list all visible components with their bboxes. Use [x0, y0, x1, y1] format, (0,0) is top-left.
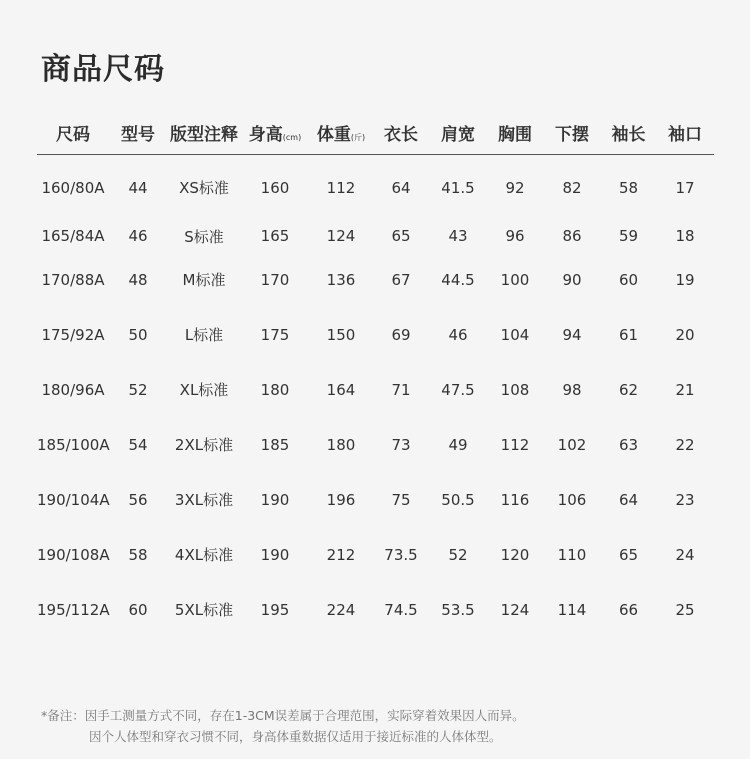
- cell-sleeve-length: 66: [618, 600, 639, 619]
- cell-shoulder: 44.5: [441, 270, 475, 289]
- cell-hem: 106: [557, 490, 587, 509]
- cell-model: 54: [128, 435, 148, 454]
- cell-shoulder: 47.5: [441, 380, 475, 399]
- cell-cuff: 23: [675, 490, 695, 509]
- size-chart-table: [37, 110, 714, 637]
- cell-length: 65: [391, 227, 411, 245]
- table-header-row: [37, 110, 714, 155]
- cell-height: 165: [260, 227, 290, 245]
- cell-weight: 196: [326, 490, 356, 509]
- cell-height: 190: [260, 490, 290, 509]
- cell-weight: 124: [326, 227, 356, 245]
- cell-cuff: 17: [675, 178, 695, 197]
- cell-sleeve-length: 60: [618, 270, 639, 289]
- cell-size: 190/108A: [37, 545, 110, 564]
- cell-size: 195/112A: [37, 600, 110, 619]
- footnote: [41, 705, 525, 747]
- cell-size: 165/84A: [41, 227, 105, 245]
- cell-height: 190: [260, 545, 290, 564]
- column-header-shoulder: 肩宽: [429, 110, 487, 155]
- column-header-chest: 胸围: [487, 110, 543, 155]
- page-title: 商品尺码: [41, 52, 165, 87]
- cell-height: 160: [260, 178, 290, 197]
- cell-weight: 212: [326, 545, 356, 564]
- cell-model: 50: [128, 325, 148, 344]
- cell-chest: 124: [500, 600, 530, 619]
- cell-shoulder: 46: [448, 325, 468, 344]
- cell-length: 74.5: [384, 600, 418, 619]
- cell-size: 185/100A: [37, 435, 110, 454]
- cell-fit: XS标准: [179, 179, 229, 197]
- cell-hem: 98: [562, 380, 582, 399]
- cell-model: 60: [128, 600, 148, 619]
- cell-hem: 114: [557, 600, 587, 619]
- cell-chest: 112: [500, 435, 530, 454]
- cell-fit: XL标准: [179, 381, 229, 399]
- column-header-model: 型号: [109, 110, 167, 155]
- cell-chest: 108: [500, 380, 530, 399]
- cell-weight: 112: [326, 178, 356, 197]
- column-header-sleeve-length: 袖长: [601, 110, 656, 155]
- cell-weight: 224: [326, 600, 356, 619]
- cell-sleeve-length: 61: [618, 325, 639, 344]
- column-header-height: 身高(cm): [241, 110, 309, 155]
- cell-hem: 102: [557, 435, 587, 454]
- cell-height: 170: [260, 270, 290, 289]
- cell-size: 170/88A: [41, 270, 105, 289]
- cell-chest: 104: [500, 325, 530, 344]
- cell-height: 195: [260, 600, 290, 619]
- table-row: [37, 307, 714, 362]
- cell-cuff: 25: [675, 600, 695, 619]
- cell-chest: 100: [500, 270, 530, 289]
- table-row: [37, 362, 714, 417]
- cell-hem: 82: [562, 178, 582, 197]
- cell-height: 175: [260, 325, 290, 344]
- cell-chest: 96: [505, 227, 525, 245]
- cell-length: 75: [391, 490, 411, 509]
- cell-height: 180: [260, 380, 290, 399]
- cell-chest: 120: [500, 545, 530, 564]
- cell-fit: L标准: [184, 326, 224, 344]
- cell-shoulder: 52: [448, 545, 468, 564]
- table-body: [37, 155, 714, 638]
- cell-weight: 180: [326, 435, 356, 454]
- cell-fit: M标准: [182, 271, 226, 289]
- table-row: [37, 155, 714, 221]
- cell-cuff: 20: [675, 325, 695, 344]
- cell-model: 46: [128, 227, 148, 245]
- column-header-cuff: 袖口: [656, 110, 714, 155]
- cell-weight: 164: [326, 380, 356, 399]
- cell-hem: 86: [562, 227, 582, 245]
- cell-sleeve-length: 63: [618, 435, 639, 454]
- cell-chest: 116: [500, 490, 530, 509]
- cell-fit: 3XL标准: [174, 491, 234, 509]
- cell-hem: 90: [562, 270, 582, 289]
- cell-fit: 2XL标准: [174, 436, 234, 454]
- cell-model: 52: [128, 380, 148, 399]
- cell-model: 44: [128, 178, 148, 197]
- footnote-line-1: *备注：因手工测量方式不同，存在1-3CM误差属于合理范围，实际穿着效果因人而异。: [41, 708, 525, 723]
- cell-sleeve-length: 58: [618, 178, 639, 197]
- cell-size: 180/96A: [41, 380, 105, 399]
- cell-length: 64: [391, 178, 411, 197]
- cell-cuff: 19: [675, 270, 695, 289]
- cell-length: 73.5: [384, 545, 418, 564]
- table-row: [37, 220, 714, 252]
- table-row: [37, 252, 714, 307]
- column-header-hem: 下摆: [543, 110, 601, 155]
- cell-cuff: 18: [675, 227, 695, 245]
- cell-shoulder: 49: [448, 435, 468, 454]
- table-row: [37, 582, 714, 637]
- cell-length: 67: [391, 270, 411, 289]
- cell-length: 69: [391, 325, 411, 344]
- cell-weight: 136: [326, 270, 356, 289]
- cell-shoulder: 50.5: [441, 490, 475, 509]
- table-row: [37, 527, 714, 582]
- cell-size: 190/104A: [37, 490, 110, 509]
- cell-chest: 92: [505, 178, 525, 197]
- cell-sleeve-length: 65: [618, 545, 639, 564]
- cell-cuff: 24: [675, 545, 695, 564]
- column-header-length: 衣长: [373, 110, 429, 155]
- cell-shoulder: 41.5: [441, 178, 475, 197]
- cell-model: 56: [128, 490, 148, 509]
- cell-height: 185: [260, 435, 290, 454]
- cell-hem: 110: [557, 545, 587, 564]
- cell-sleeve-length: 59: [618, 227, 639, 245]
- cell-fit: 5XL标准: [174, 601, 234, 619]
- column-header-fit: 版型注释: [167, 110, 241, 155]
- cell-size: 160/80A: [41, 178, 105, 197]
- cell-cuff: 21: [675, 380, 695, 399]
- cell-fit: 4XL标准: [174, 546, 234, 564]
- cell-cuff: 22: [675, 435, 695, 454]
- cell-length: 73: [391, 435, 411, 454]
- column-header-weight: 体重(斤): [309, 110, 373, 155]
- column-header-size: 尺码: [37, 110, 109, 155]
- cell-weight: 150: [326, 325, 356, 344]
- cell-shoulder: 43: [448, 227, 468, 245]
- cell-shoulder: 53.5: [441, 600, 475, 619]
- table-row: [37, 472, 714, 527]
- cell-length: 71: [391, 380, 411, 399]
- cell-size: 175/92A: [41, 325, 105, 344]
- footnote-line-2: 因个人体型和穿衣习惯不同，身高体重数据仅适用于接近标准的人体体型。: [89, 729, 502, 744]
- cell-hem: 94: [562, 325, 582, 344]
- table-row: [37, 417, 714, 472]
- cell-sleeve-length: 62: [618, 380, 639, 399]
- cell-model: 48: [128, 270, 148, 289]
- cell-fit: S标准: [184, 227, 224, 246]
- cell-sleeve-length: 64: [618, 490, 639, 509]
- cell-model: 58: [128, 545, 148, 564]
